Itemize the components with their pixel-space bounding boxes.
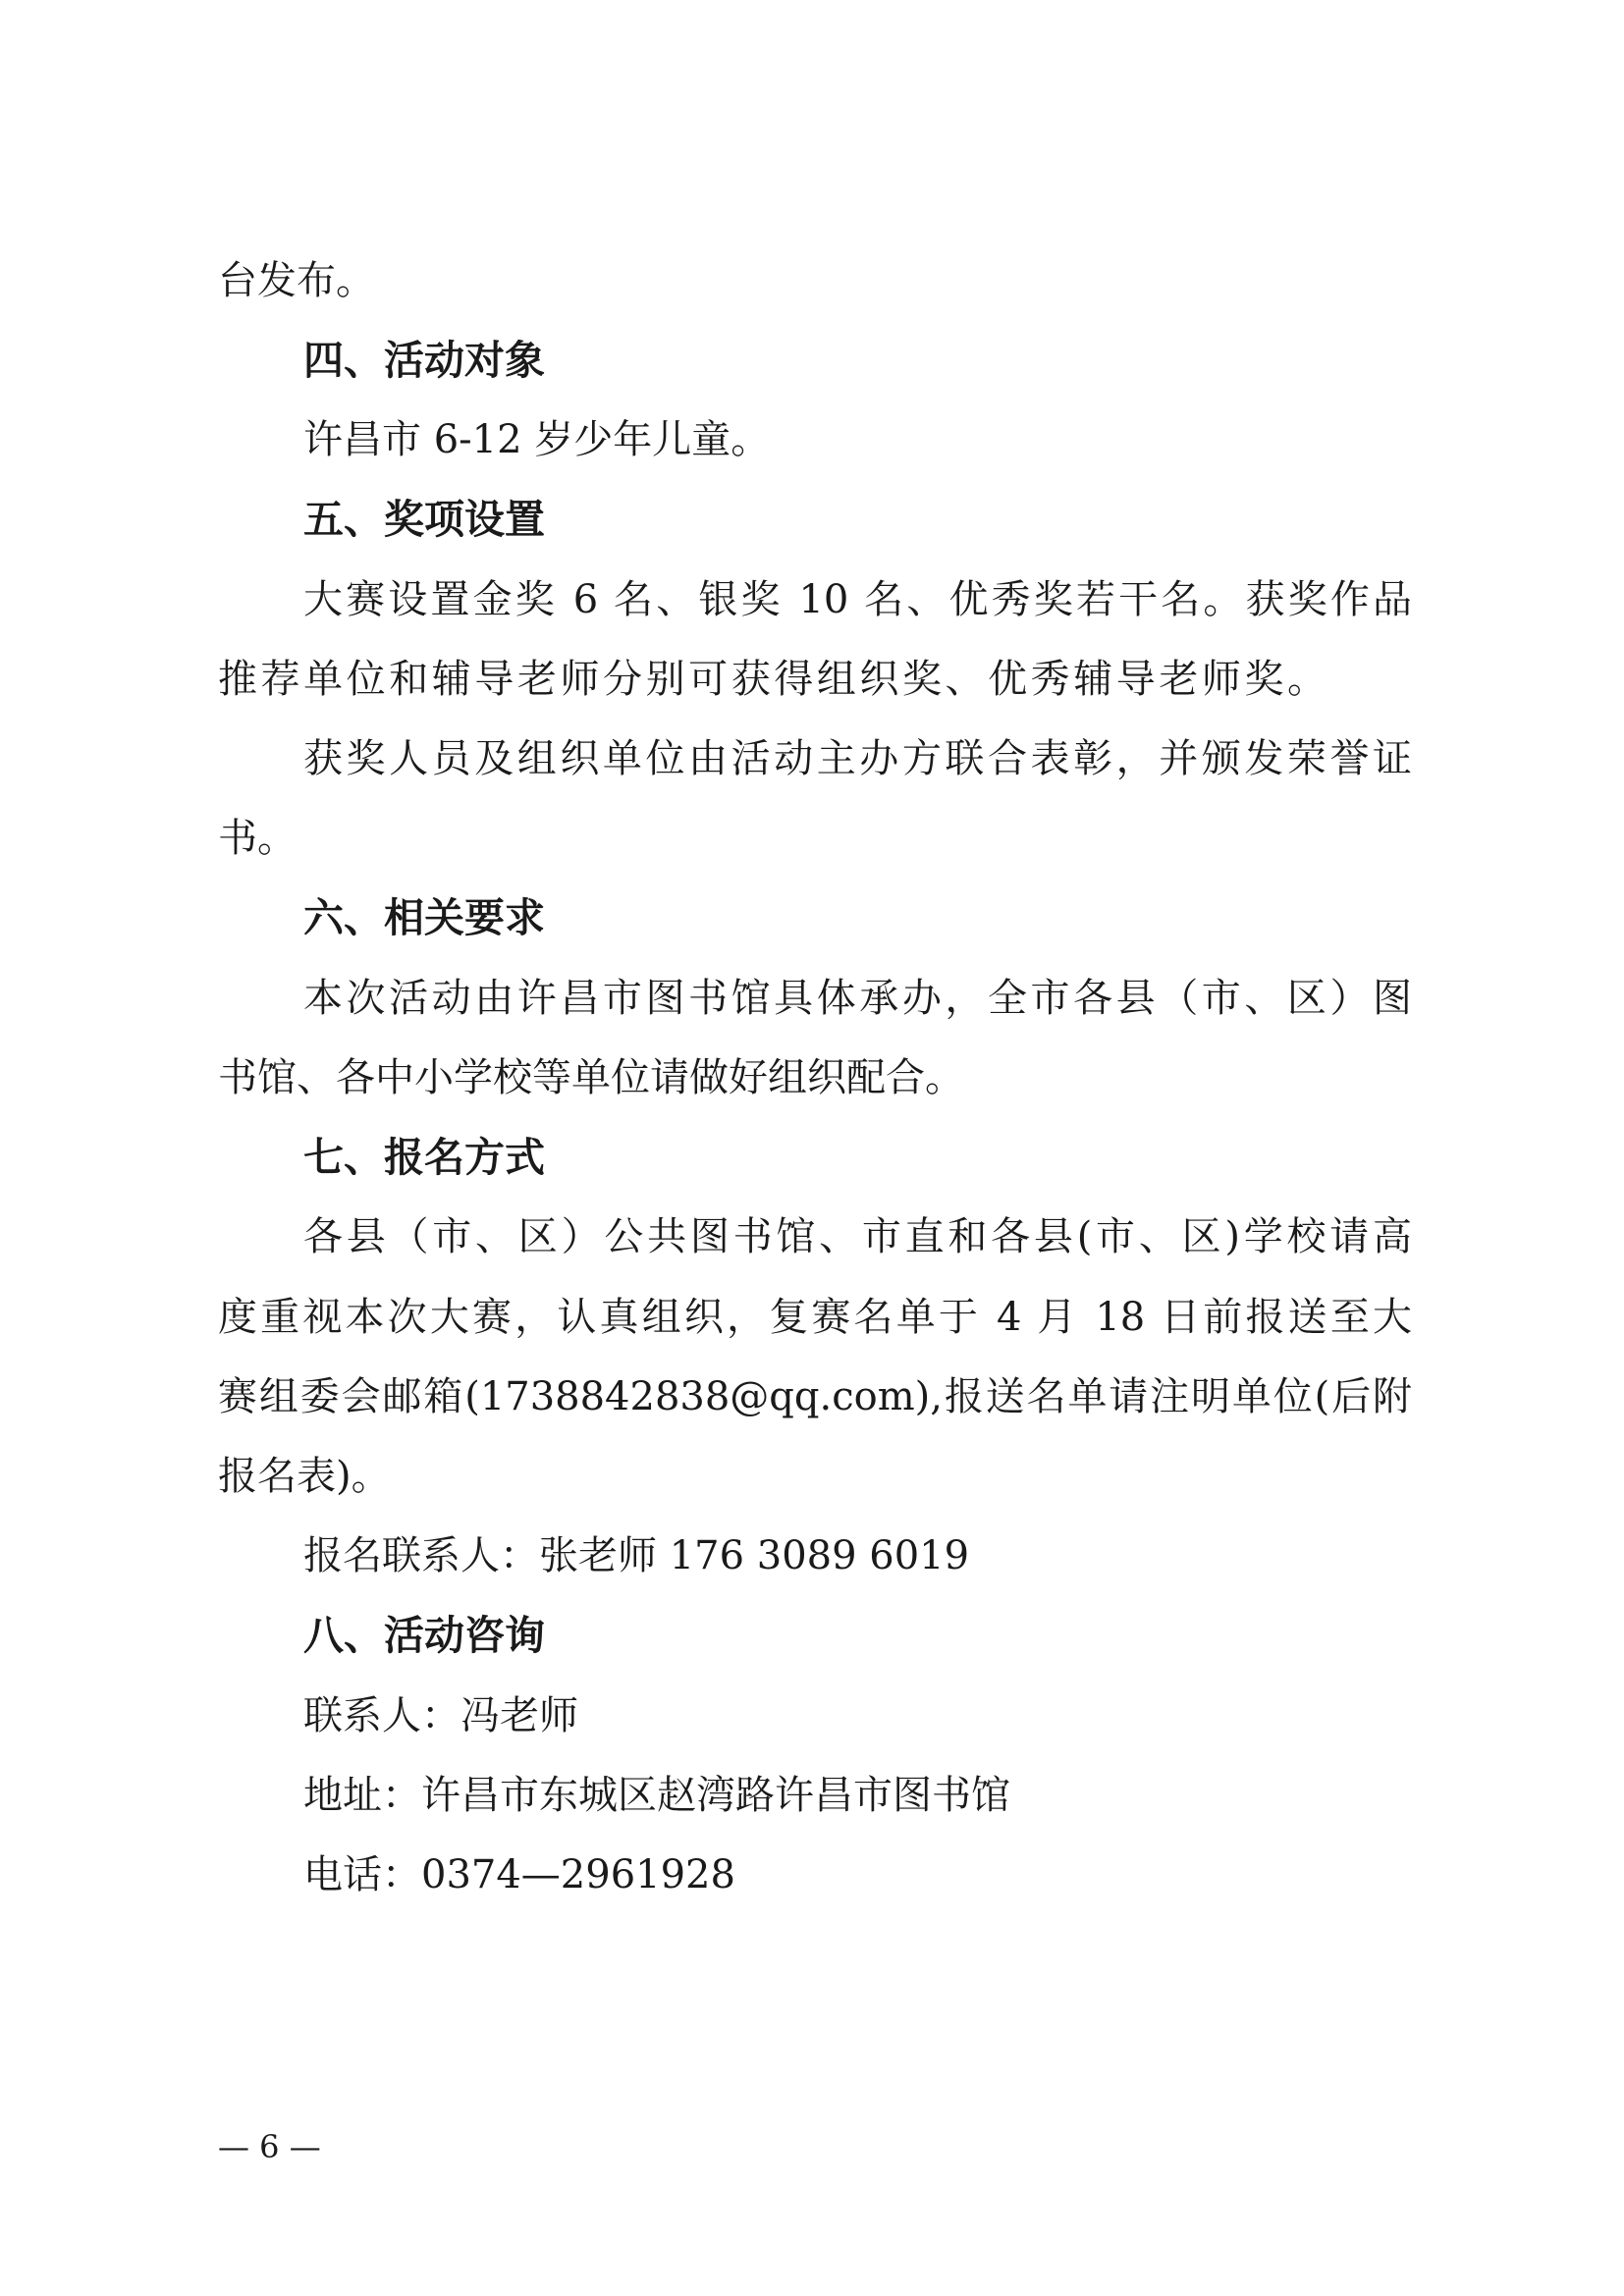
body-line-awards-1: 大赛设置金奖 6 名、银奖 10 名、优秀奖若干名。获奖作品 <box>303 577 1412 622</box>
body-line-awards-2: 推荐单位和辅导老师分别可获得组织奖、优秀辅导老师奖。 <box>218 657 1326 702</box>
body-line-registration-3: 赛组委会邮箱(1738842838@qq.com),报送名单请注明单位(后附 <box>218 1374 1412 1419</box>
body-line-consultation-address: 地址：许昌市东城区赵湾路许昌市图书馆 <box>303 1773 1010 1818</box>
section-heading-requirements: 六、相关要求 <box>303 894 545 941</box>
section-heading-consultation: 八、活动咨询 <box>303 1612 545 1659</box>
body-line-requirements-2: 书馆、各中小学校等单位请做好组织配合。 <box>218 1055 964 1100</box>
body-line-continuation: 台发布。 <box>218 258 375 303</box>
body-line-registration-4: 报名表)。 <box>218 1454 391 1499</box>
body-line-awards-3: 获奖人员及组织单位由活动主办方联合表彰，并颁发荣誉证 <box>303 736 1412 781</box>
body-line-consultation-contact: 联系人：冯老师 <box>303 1693 578 1738</box>
section-heading-awards: 五、奖项设置 <box>303 496 545 543</box>
body-line-target-audience: 许昌市 6-12 岁少年儿童。 <box>303 417 771 462</box>
body-line-requirements-1: 本次活动由许昌市图书馆具体承办，全市各县（市、区）图 <box>303 976 1412 1021</box>
page-number: — 6 — <box>218 2128 321 2165</box>
body-line-consultation-phone: 电话：0374—2961928 <box>303 1852 735 1897</box>
section-heading-registration: 七、报名方式 <box>303 1134 545 1181</box>
body-line-registration-1: 各县（市、区）公共图书馆、市直和各县(市、区)学校请高 <box>303 1214 1412 1259</box>
body-line-awards-4: 书。 <box>218 816 297 861</box>
body-line-registration-contact: 报名联系人：张老师 176 3089 6019 <box>303 1533 970 1578</box>
body-line-registration-2: 度重视本次大赛，认真组织，复赛名单于 4 月 18 日前报送至大 <box>218 1295 1412 1340</box>
section-heading-activity-target: 四、活动对象 <box>303 337 545 384</box>
